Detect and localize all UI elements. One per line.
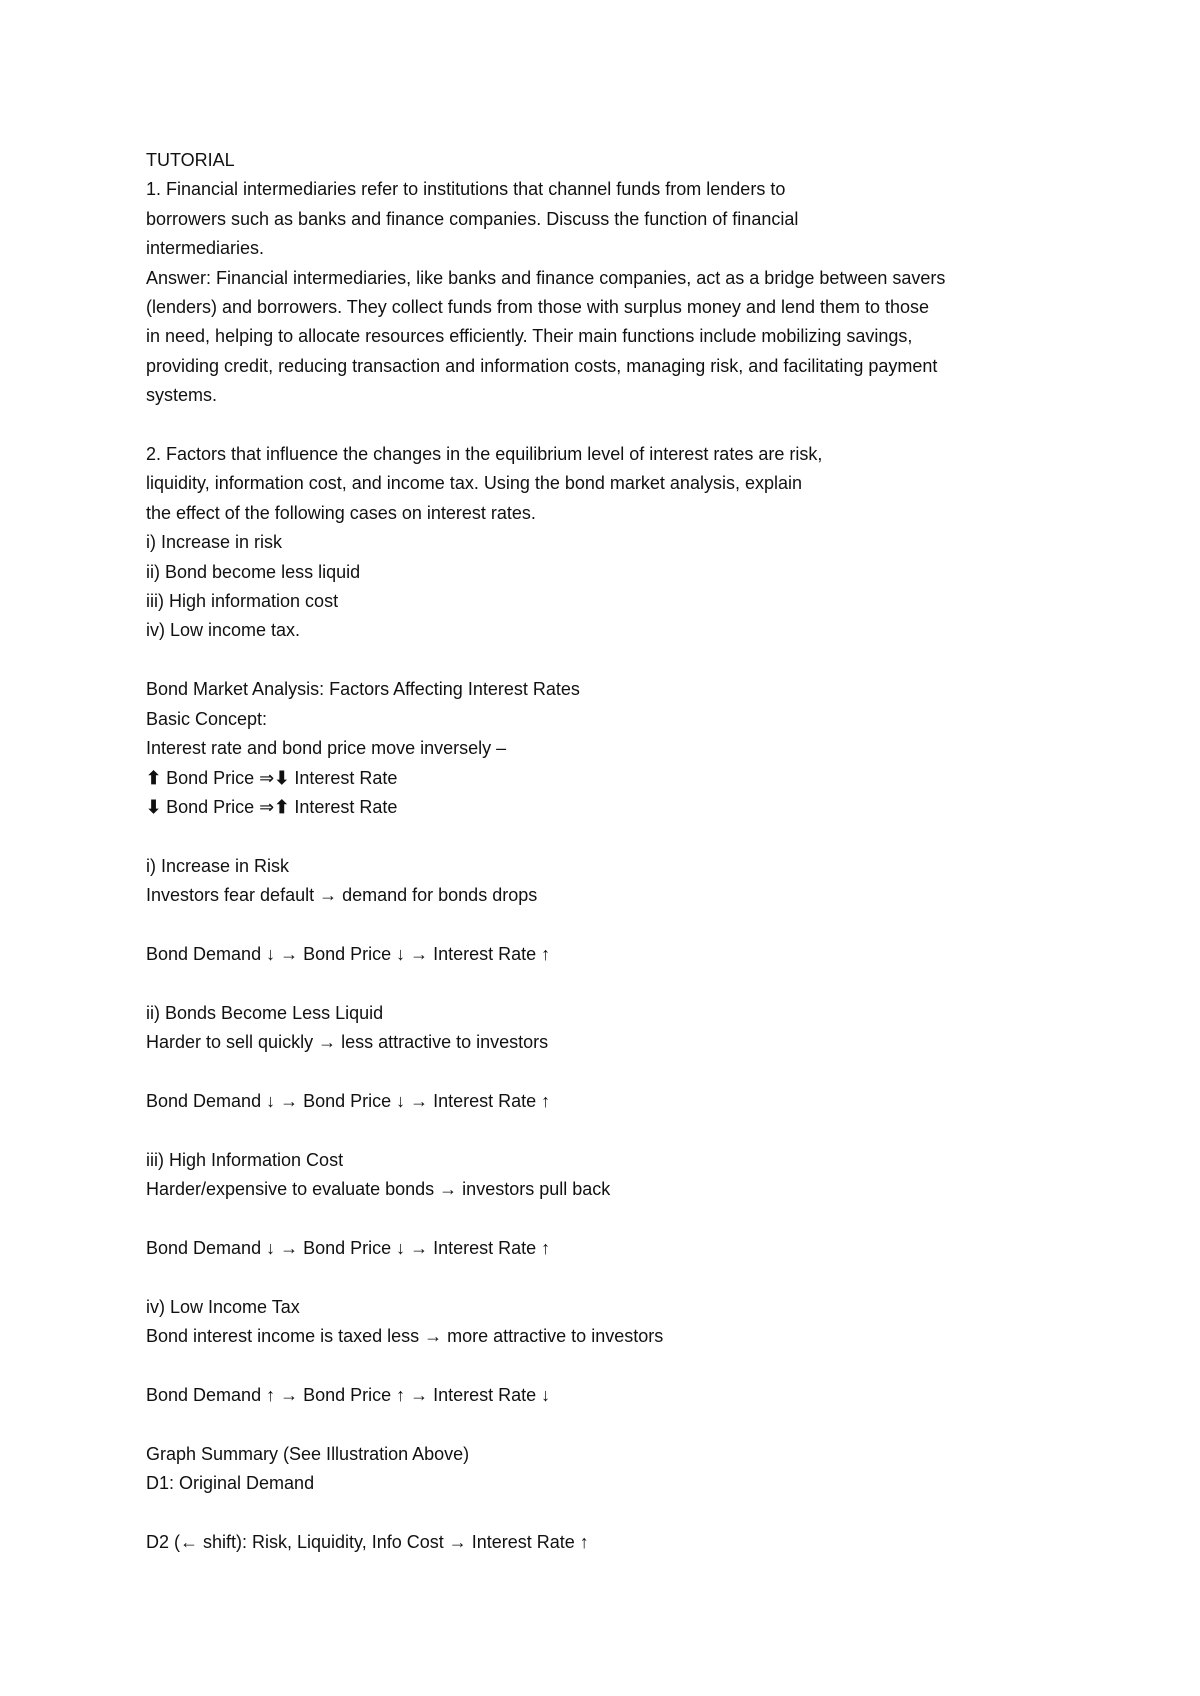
spacer bbox=[146, 1352, 1076, 1381]
case-explanation: Harder/expensive to evaluate bonds → investors pull back bbox=[146, 1179, 611, 1200]
q1-answer-line: providing credit, reducing transaction and information costs, managing risk, and facilitating payment bbox=[146, 355, 938, 376]
inverse-rule-2 bbox=[146, 793, 1076, 822]
q2-case-item: iii) High information cost bbox=[146, 591, 339, 612]
up-arrow-icon: ⬆ bbox=[146, 767, 162, 788]
down-arrow-icon: ⬇ bbox=[274, 767, 290, 788]
summary-d1: D1: Original Demand bbox=[146, 1473, 315, 1494]
case-explanation: Harder to sell quickly → less attractive to investors bbox=[146, 1032, 549, 1053]
q2-question-line: the effect of the following cases on interest rates. bbox=[146, 502, 536, 523]
summary-title: Graph Summary (See Illustration Above) bbox=[146, 1443, 470, 1464]
inverse-rule-1 bbox=[146, 764, 1076, 793]
case-effect: Bond Demand ↓ → Bond Price ↓ → Interest Rate ↑ bbox=[146, 1090, 551, 1111]
rule-text: Interest Rate bbox=[289, 767, 398, 788]
spacer bbox=[146, 969, 1076, 998]
case-title: i) Increase in Risk bbox=[146, 855, 290, 876]
q1-answer-line: Answer: Financial intermediaries, like banks and finance companies, act as a bridge between savers bbox=[146, 267, 946, 288]
case-effect: Bond Demand ↓ → Bond Price ↓ → Interest Rate ↑ bbox=[146, 943, 551, 964]
rule-text: Interest Rate bbox=[289, 796, 398, 817]
spacer bbox=[146, 1499, 1076, 1528]
q1-answer-line: (lenders) and borrowers. They collect funds from those with surplus money and lend them to those bbox=[146, 297, 930, 318]
spacer bbox=[146, 822, 1076, 851]
q1-question-line: borrowers such as banks and finance companies. Discuss the function of financial bbox=[146, 208, 799, 229]
case-title: iii) High Information Cost bbox=[146, 1149, 344, 1170]
spacer bbox=[146, 1058, 1076, 1087]
summary-d2: D2 (← shift): Risk, Liquidity, Info Cost → Interest Rate ↑ bbox=[146, 1531, 589, 1552]
case-explanation: Bond interest income is taxed less → more attractive to investors bbox=[146, 1326, 664, 1347]
spacer bbox=[146, 1263, 1076, 1292]
spacer bbox=[146, 1410, 1076, 1439]
q1-answer-line: in need, helping to allocate resources efficiently. Their main functions include mobilizing savings, bbox=[146, 326, 913, 347]
rule-text: Bond Price ⇒ bbox=[161, 796, 275, 817]
up-arrow-icon: ⬆ bbox=[274, 796, 290, 817]
down-arrow-icon: ⬇ bbox=[146, 796, 162, 817]
case-effect: Bond Demand ↓ → Bond Price ↓ → Interest Rate ↑ bbox=[146, 1237, 551, 1258]
spacer bbox=[146, 1116, 1076, 1145]
document-heading: TUTORIAL bbox=[146, 150, 235, 170]
analysis-title: Bond Market Analysis: Factors Affecting Interest Rates bbox=[146, 679, 580, 700]
basic-concept-label: Basic Concept: bbox=[146, 708, 268, 729]
q2-case-item: i) Increase in risk bbox=[146, 532, 283, 553]
q2-case-item: iv) Low income tax. bbox=[146, 620, 301, 641]
rule-text: Bond Price ⇒ bbox=[161, 767, 275, 788]
spacer bbox=[146, 646, 1076, 675]
q1-answer-line: systems. bbox=[146, 385, 218, 406]
q2-case-item: ii) Bond become less liquid bbox=[146, 561, 361, 582]
case-title: ii) Bonds Become Less Liquid bbox=[146, 1002, 384, 1023]
q2-question-line: 2. Factors that influence the changes in the equilibrium level of interest rates are risk, bbox=[146, 444, 823, 465]
case-title: iv) Low Income Tax bbox=[146, 1296, 300, 1317]
document-body bbox=[146, 146, 1076, 1557]
basic-concept-text: Interest rate and bond price move inversely – bbox=[146, 738, 507, 759]
spacer bbox=[146, 411, 1076, 440]
q2-question-line: liquidity, information cost, and income tax. Using the bond market analysis, explain bbox=[146, 473, 802, 494]
q1-question-line: intermediaries. bbox=[146, 238, 265, 259]
case-effect: Bond Demand ↑ → Bond Price ↑ → Interest Rate ↓ bbox=[146, 1384, 551, 1405]
spacer bbox=[146, 911, 1076, 940]
q1-question-line: 1. Financial intermediaries refer to institutions that channel funds from lenders to bbox=[146, 179, 786, 200]
case-explanation: Investors fear default → demand for bonds drops bbox=[146, 885, 538, 906]
spacer bbox=[146, 1205, 1076, 1234]
